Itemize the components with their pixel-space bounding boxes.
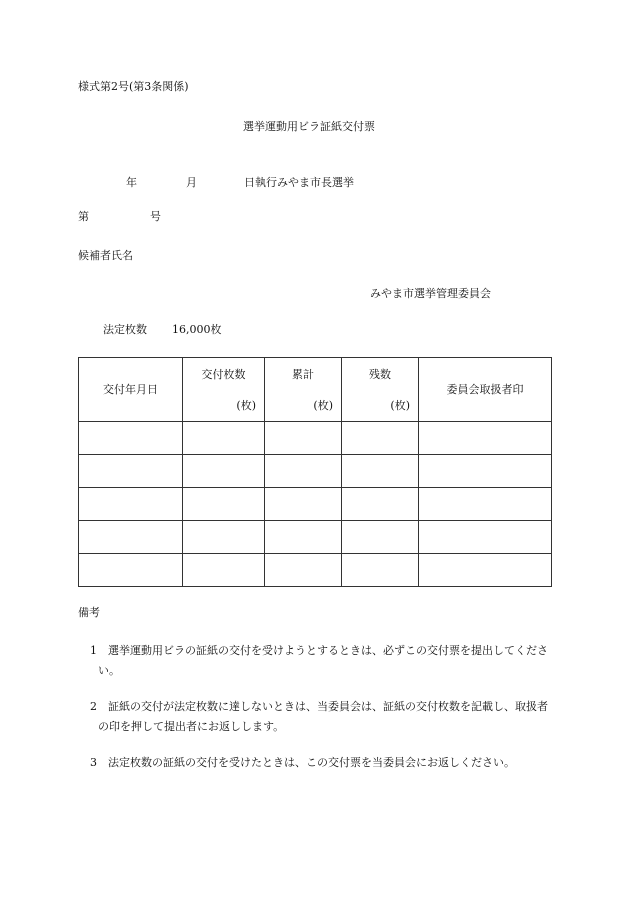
header-seal [419,358,552,422]
remark-text: 選挙運動用ビラの証紙の交付を受けようとするときは、必ずこの交付票を提出してください。 [98,644,548,677]
header-seal-label: 委員会取扱者印 [446,382,524,396]
header-cumulative [265,358,342,422]
legal-count-label: 法定枚数 [103,323,147,336]
table-cell [79,554,183,587]
table-row [79,455,552,488]
header-issued [183,358,265,422]
table-cell [183,455,265,488]
legal-count-value: 16,000枚 [172,323,222,336]
table-header-row [79,358,552,422]
table-cell [342,422,419,455]
header-issued-label: 交付枚数 [201,368,246,381]
table-cell [342,521,419,554]
table-cell [342,455,419,488]
header-date [79,358,183,422]
remark-note [78,753,558,773]
header-remaining-label: 残数 [369,368,391,381]
table-cell [419,422,552,455]
date-month-label: 月 [186,176,197,189]
table-cell [79,488,183,521]
remark-number: 2 [90,700,97,713]
table-cell [342,488,419,521]
document-title: 選挙運動用ビラ証紙交付票 [243,120,375,133]
table-cell [265,488,342,521]
remark-text: 法定枚数の証紙の交付を受けたときは、この交付票を当委員会にお返しください。 [108,756,515,769]
date-year-label: 年 [126,176,137,189]
table-cell [342,554,419,587]
table-cell [183,488,265,521]
header-remaining-unit: (枚) [390,399,410,412]
remark-note [78,641,558,681]
remark-number: 3 [90,756,97,769]
table-row [79,521,552,554]
table-cell [79,422,183,455]
table-cell [183,554,265,587]
form-number: 様式第2号(第3条関係) [78,80,189,93]
election-label: 日執行みやま市長選挙 [244,176,354,189]
table-row [79,554,552,587]
header-date-label: 交付年月日 [103,382,158,396]
header-issued-unit: (枚) [236,399,256,412]
header-cumulative-label: 累計 [292,368,314,381]
issuance-table [78,357,552,587]
table-cell [265,521,342,554]
remark-text: 証紙の交付が法定枚数に達しないときは、当委員会は、証紙の交付枚数を記載し、取扱者の印を押して提出者にお返しします。 [98,700,548,733]
table-row [79,488,552,521]
table-body [79,422,552,587]
remark-number: 1 [90,644,97,657]
table-cell [419,521,552,554]
table-cell [183,422,265,455]
table-cell [79,455,183,488]
remark-note [78,697,558,737]
table-cell [265,554,342,587]
table-cell [419,488,552,521]
table-row [79,422,552,455]
table-cell [183,521,265,554]
number-prefix: 第 [78,210,89,223]
table-cell [419,455,552,488]
number-suffix: 号 [150,210,161,223]
committee-name: みやま市選挙管理委員会 [370,287,491,300]
table-cell [265,455,342,488]
table-cell [419,554,552,587]
header-remaining [342,358,419,422]
candidate-name-label: 候補者氏名 [78,249,133,262]
table-cell [265,422,342,455]
remarks-heading: 備考 [78,606,100,619]
header-cumulative-unit: (枚) [313,399,333,412]
table-cell [79,521,183,554]
